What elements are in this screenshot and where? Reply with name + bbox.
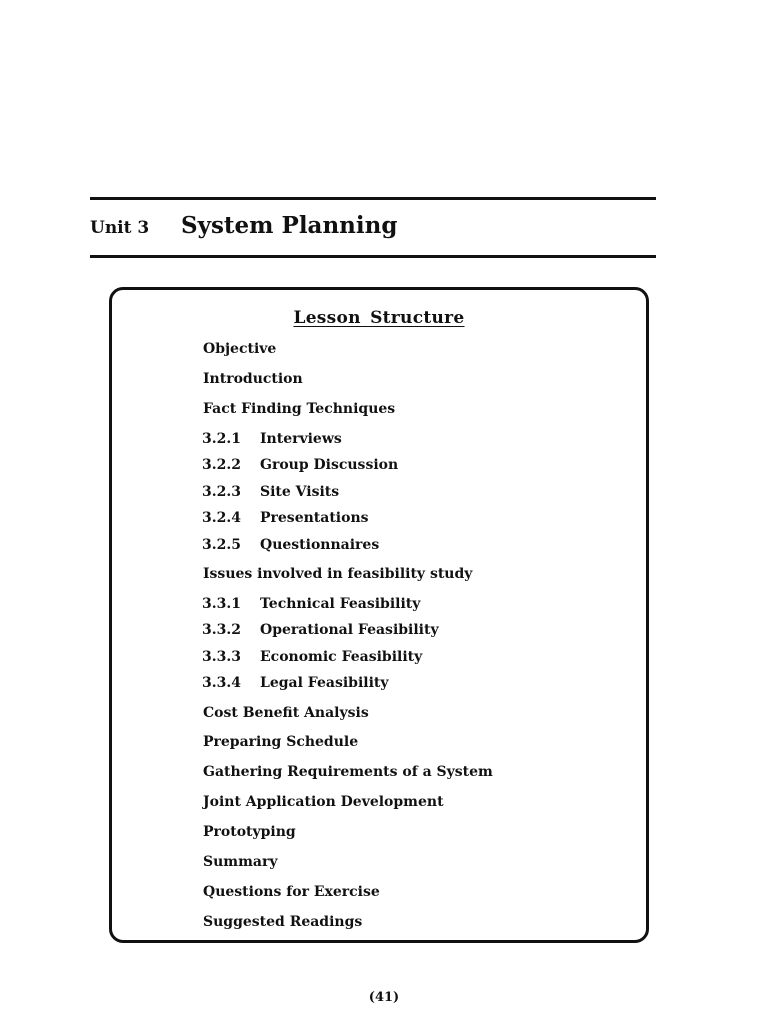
toc-item-number: 3.3.4 (202, 675, 241, 691)
toc-item-number: 3.3.3 (202, 649, 241, 665)
toc-item-text: Gathering Requirements of a System (203, 764, 493, 780)
toc-item-text: Site Visits (260, 484, 340, 500)
toc-item-text: Questions for Exercise (203, 884, 380, 900)
toc-item-text: Technical Feasibility (260, 596, 421, 612)
toc-item-text: Questionnaires (260, 537, 380, 553)
toc-item-text: Joint Application Development (203, 794, 444, 810)
toc-item-number: 3.2.4 (202, 510, 241, 526)
toc-item-text: Objective (203, 341, 277, 357)
lesson-structure-box (109, 287, 649, 943)
toc-item-text: Introduction (203, 371, 303, 387)
toc-item-text: Summary (203, 854, 278, 870)
unit-title: System Planning (181, 212, 398, 239)
page-number: (41) (368, 990, 400, 1005)
toc-item-text: Interviews (260, 431, 342, 447)
toc-item-text: Group Discussion (260, 457, 399, 473)
toc-item-number: 3.2.1 (202, 431, 241, 447)
toc-item-number: 3.3.1 (202, 596, 241, 612)
toc-item-text: Suggested Readings (203, 914, 363, 930)
toc-item-text: Operational Feasibility (260, 622, 439, 638)
toc-item-number: 3.2.3 (202, 484, 241, 500)
header-top-rule (90, 197, 656, 200)
toc-item-number: 3.2.2 (202, 457, 241, 473)
toc-item-text: Cost Benefit Analysis (203, 705, 369, 721)
toc-item-text: Presentations (260, 510, 369, 526)
toc-item-text: Issues involved in feasibility study (203, 566, 473, 582)
toc-item-text: Prototyping (203, 824, 296, 840)
unit-label: Unit 3 (90, 218, 150, 238)
lesson-structure-title: Lesson Structure (293, 308, 465, 328)
toc-item-number: 3.2.5 (202, 537, 241, 553)
toc-item-text: Fact Finding Techniques (203, 401, 396, 417)
toc-item-text: Economic Feasibility (260, 649, 423, 665)
toc-item-text: Legal Feasibility (260, 675, 389, 691)
toc-item-text: Preparing Schedule (203, 734, 359, 750)
toc-item-number: 3.3.2 (202, 622, 241, 638)
header-bottom-rule (90, 255, 656, 258)
